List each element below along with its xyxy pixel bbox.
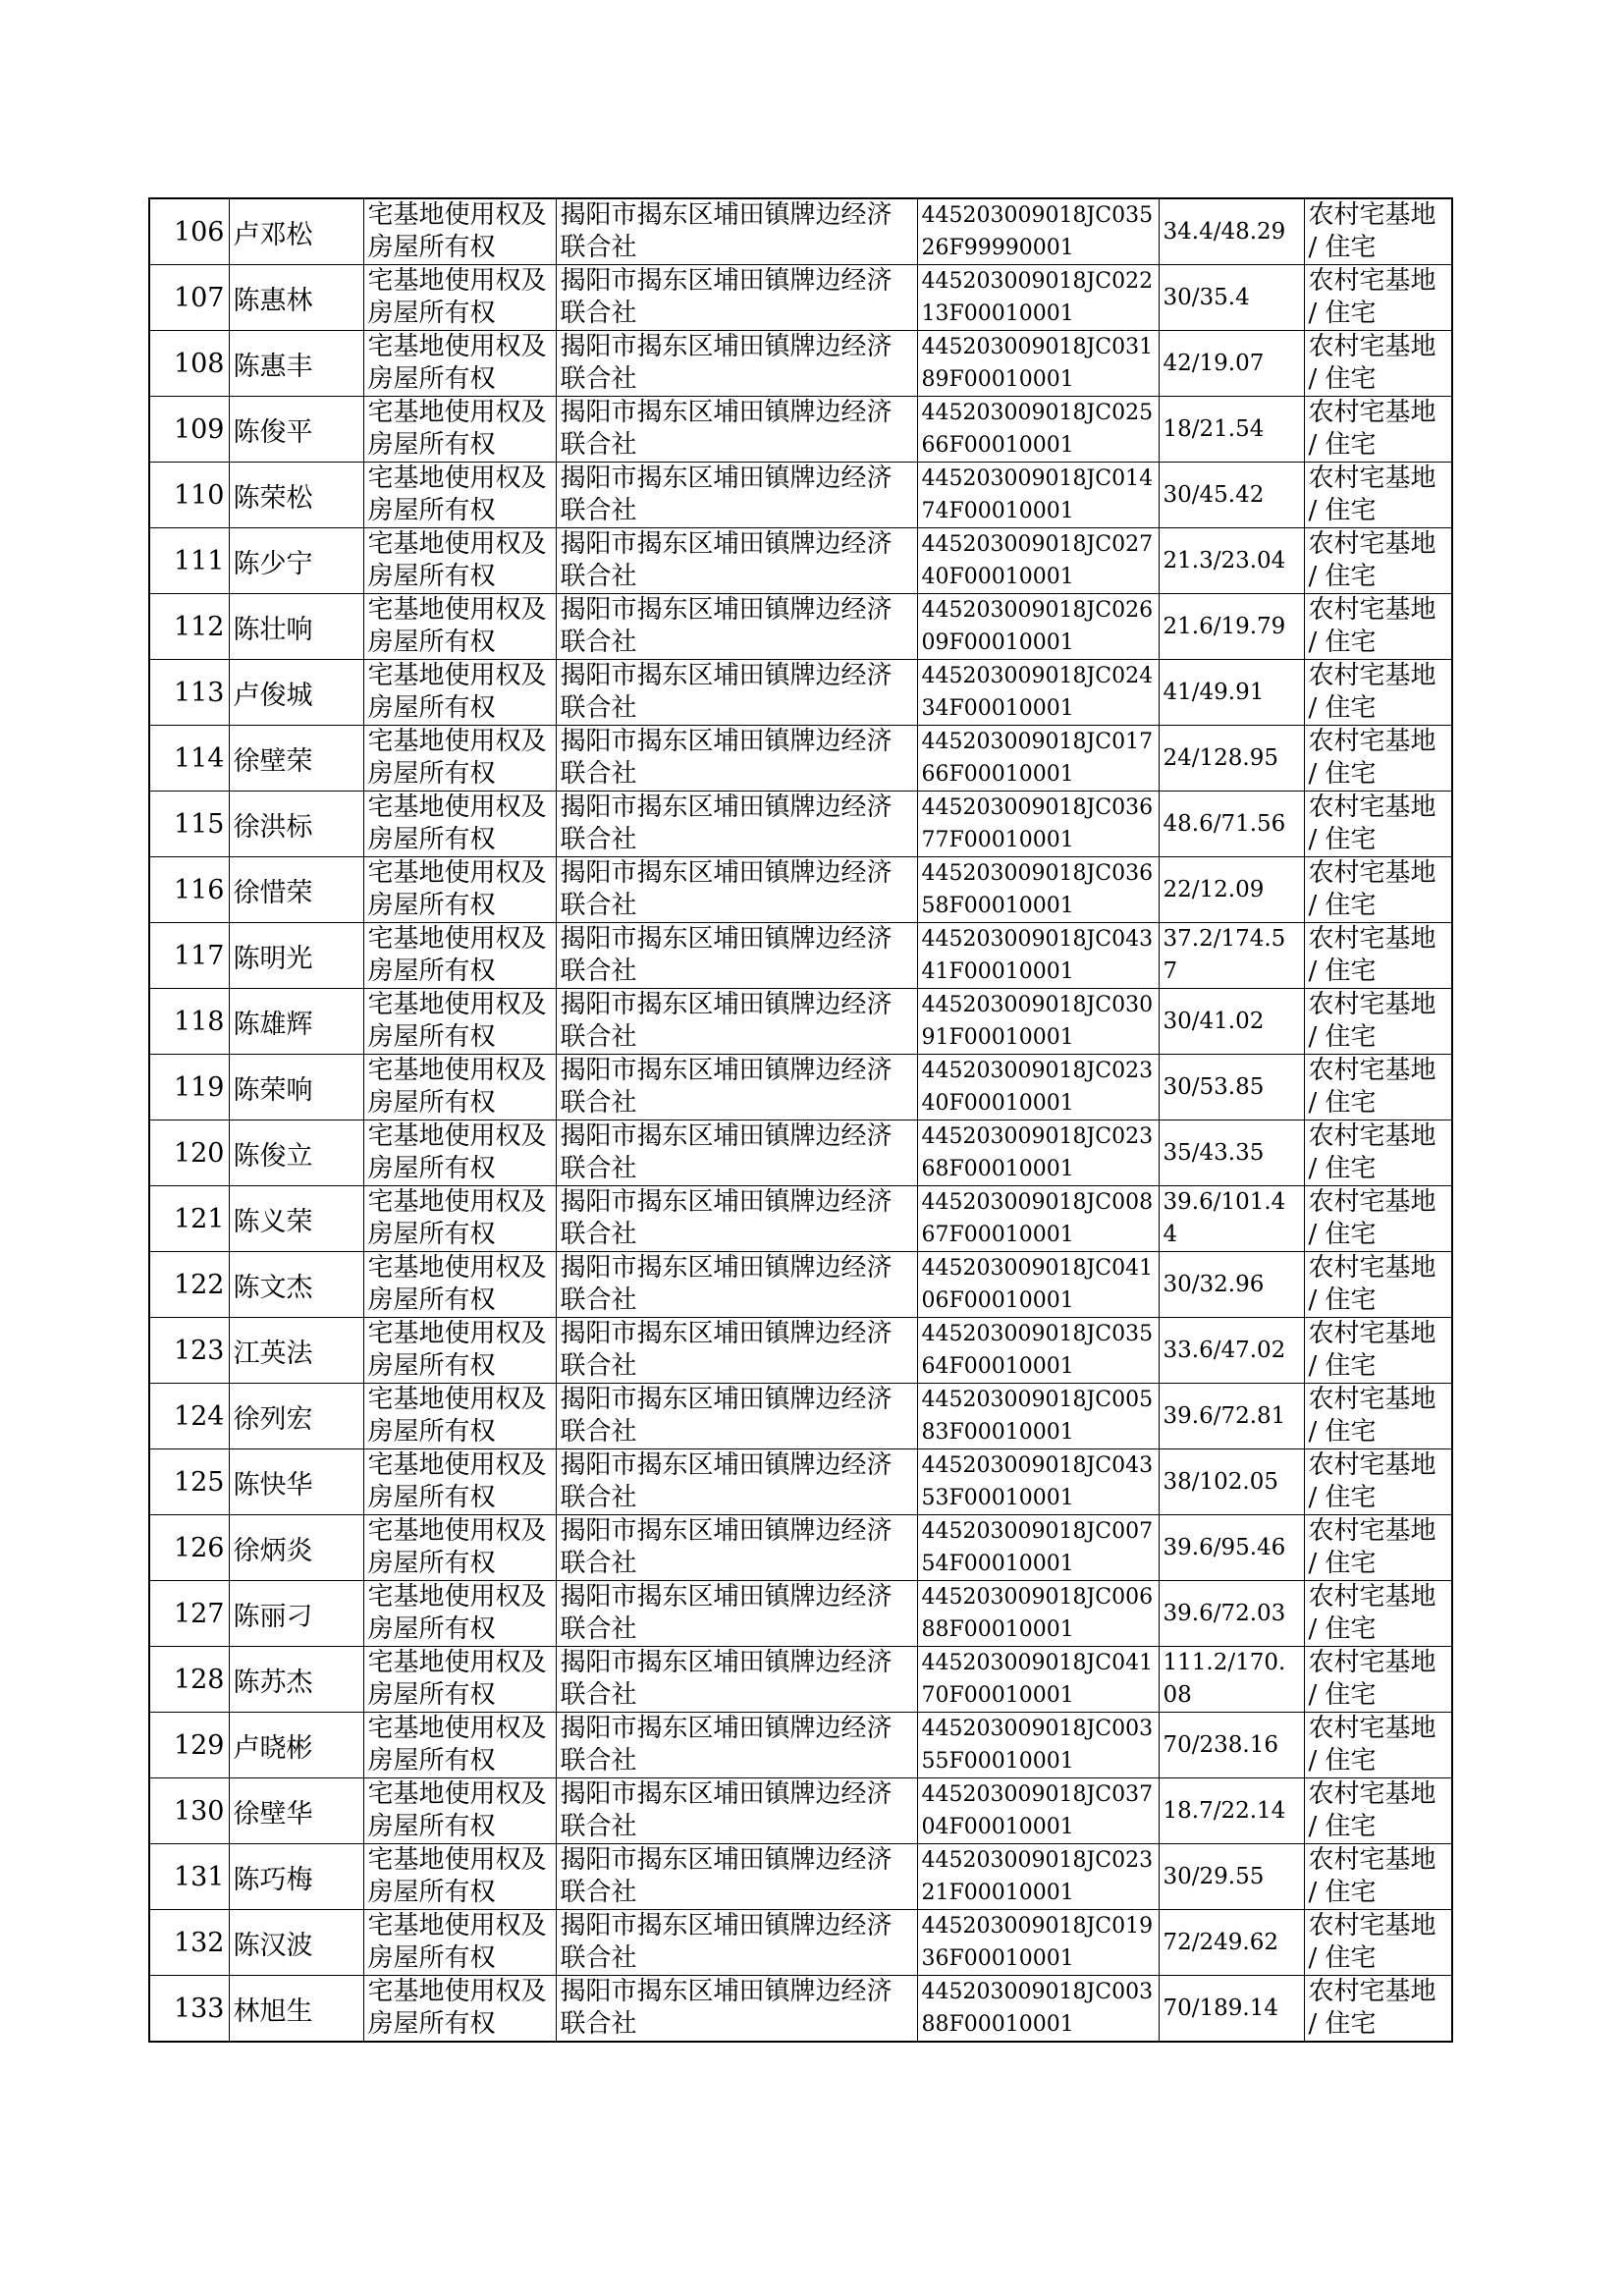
table-row xyxy=(149,1186,1452,1252)
row-number-cell: 113 xyxy=(149,660,229,726)
row-number-cell: 124 xyxy=(149,1384,229,1449)
row-number-cell: 112 xyxy=(149,594,229,660)
unit-code-cell: 445203009018JC03677F00010001 xyxy=(917,792,1159,857)
land-use-cell: 农村宅基地 / 住宅 xyxy=(1304,1055,1452,1120)
row-number-cell: 123 xyxy=(149,1318,229,1384)
land-use-cell: 农村宅基地 / 住宅 xyxy=(1304,1515,1452,1581)
location-cell: 揭阳市揭东区埔田镇牌边经济联合社 xyxy=(556,594,917,660)
row-number-cell: 106 xyxy=(149,198,229,265)
row-number-cell: 125 xyxy=(149,1449,229,1515)
area-value-cell: 24/128.95 xyxy=(1159,726,1304,792)
right-type-cell: 宅基地使用权及房屋所有权 xyxy=(363,726,556,792)
location-cell: 揭阳市揭东区埔田镇牌边经济联合社 xyxy=(556,265,917,331)
right-type-cell: 宅基地使用权及房屋所有权 xyxy=(363,1778,556,1844)
right-type-cell: 宅基地使用权及房屋所有权 xyxy=(363,1910,556,1976)
right-type-cell: 宅基地使用权及房屋所有权 xyxy=(363,857,556,923)
owner-name-cell: 徐列宏 xyxy=(229,1384,363,1449)
table-row xyxy=(149,1318,1452,1384)
row-number-cell: 131 xyxy=(149,1844,229,1910)
land-use-cell: 农村宅基地 / 住宅 xyxy=(1304,857,1452,923)
location-cell: 揭阳市揭东区埔田镇牌边经济联合社 xyxy=(556,1844,917,1910)
area-value-cell: 37.2/174.57 xyxy=(1159,923,1304,989)
land-use-cell: 农村宅基地 / 住宅 xyxy=(1304,1910,1452,1976)
area-value-cell: 39.6/95.46 xyxy=(1159,1515,1304,1581)
owner-name-cell: 陈文杰 xyxy=(229,1252,363,1318)
location-cell: 揭阳市揭东区埔田镇牌边经济联合社 xyxy=(556,1186,917,1252)
land-use-cell: 农村宅基地 / 住宅 xyxy=(1304,1186,1452,1252)
row-number-cell: 108 xyxy=(149,331,229,397)
area-value-cell: 38/102.05 xyxy=(1159,1449,1304,1515)
owner-name-cell: 陈快华 xyxy=(229,1449,363,1515)
row-number-cell: 114 xyxy=(149,726,229,792)
unit-code-cell: 445203009018JC04341F00010001 xyxy=(917,923,1159,989)
unit-code-cell: 445203009018JC00867F00010001 xyxy=(917,1186,1159,1252)
right-type-cell: 宅基地使用权及房屋所有权 xyxy=(363,1581,556,1647)
location-cell: 揭阳市揭东区埔田镇牌边经济联合社 xyxy=(556,463,917,528)
owner-name-cell: 徐炳炎 xyxy=(229,1515,363,1581)
area-value-cell: 48.6/71.56 xyxy=(1159,792,1304,857)
unit-code-cell: 445203009018JC04170F00010001 xyxy=(917,1647,1159,1713)
right-type-cell: 宅基地使用权及房屋所有权 xyxy=(363,1120,556,1186)
owner-name-cell: 陈少宁 xyxy=(229,528,363,594)
row-number-cell: 132 xyxy=(149,1910,229,1976)
row-number-cell: 120 xyxy=(149,1120,229,1186)
right-type-cell: 宅基地使用权及房屋所有权 xyxy=(363,989,556,1055)
land-use-cell: 农村宅基地 / 住宅 xyxy=(1304,1647,1452,1713)
land-use-cell: 农村宅基地 / 住宅 xyxy=(1304,989,1452,1055)
owner-name-cell: 徐壁华 xyxy=(229,1778,363,1844)
row-number-cell: 107 xyxy=(149,265,229,331)
owner-name-cell: 陈俊平 xyxy=(229,397,363,463)
location-cell: 揭阳市揭东区埔田镇牌边经济联合社 xyxy=(556,198,917,265)
table-row xyxy=(149,1515,1452,1581)
location-cell: 揭阳市揭东区埔田镇牌边经济联合社 xyxy=(556,857,917,923)
unit-code-cell: 445203009018JC02368F00010001 xyxy=(917,1120,1159,1186)
area-value-cell: 30/32.96 xyxy=(1159,1252,1304,1318)
area-value-cell: 39.6/72.03 xyxy=(1159,1581,1304,1647)
land-use-cell: 农村宅基地 / 住宅 xyxy=(1304,594,1452,660)
area-value-cell: 41/49.91 xyxy=(1159,660,1304,726)
right-type-cell: 宅基地使用权及房屋所有权 xyxy=(363,594,556,660)
area-value-cell: 21.6/19.79 xyxy=(1159,594,1304,660)
unit-code-cell: 445203009018JC03704F00010001 xyxy=(917,1778,1159,1844)
owner-name-cell: 林旭生 xyxy=(229,1976,363,2043)
owner-name-cell: 陈丽刁 xyxy=(229,1581,363,1647)
land-use-cell: 农村宅基地 / 住宅 xyxy=(1304,331,1452,397)
land-use-cell: 农村宅基地 / 住宅 xyxy=(1304,1120,1452,1186)
table-row xyxy=(149,1120,1452,1186)
area-value-cell: 70/238.16 xyxy=(1159,1713,1304,1778)
table-row xyxy=(149,1252,1452,1318)
unit-code-cell: 445203009018JC02321F00010001 xyxy=(917,1844,1159,1910)
table-row xyxy=(149,265,1452,331)
unit-code-cell: 445203009018JC03658F00010001 xyxy=(917,857,1159,923)
unit-code-cell: 445203009018JC01766F00010001 xyxy=(917,726,1159,792)
table-row xyxy=(149,331,1452,397)
table-row xyxy=(149,1647,1452,1713)
right-type-cell: 宅基地使用权及房屋所有权 xyxy=(363,1318,556,1384)
table-row xyxy=(149,1581,1452,1647)
owner-name-cell: 陈苏杰 xyxy=(229,1647,363,1713)
registry-table xyxy=(148,197,1453,2043)
area-value-cell: 35/43.35 xyxy=(1159,1120,1304,1186)
right-type-cell: 宅基地使用权及房屋所有权 xyxy=(363,265,556,331)
row-number-cell: 110 xyxy=(149,463,229,528)
table-row xyxy=(149,198,1452,265)
location-cell: 揭阳市揭东区埔田镇牌边经济联合社 xyxy=(556,1449,917,1515)
unit-code-cell: 445203009018JC00355F00010001 xyxy=(917,1713,1159,1778)
location-cell: 揭阳市揭东区埔田镇牌边经济联合社 xyxy=(556,1055,917,1120)
area-value-cell: 42/19.07 xyxy=(1159,331,1304,397)
area-value-cell: 30/29.55 xyxy=(1159,1844,1304,1910)
location-cell: 揭阳市揭东区埔田镇牌边经济联合社 xyxy=(556,1976,917,2043)
right-type-cell: 宅基地使用权及房屋所有权 xyxy=(363,1449,556,1515)
land-use-cell: 农村宅基地 / 住宅 xyxy=(1304,463,1452,528)
area-value-cell: 70/189.14 xyxy=(1159,1976,1304,2043)
table-row xyxy=(149,1449,1452,1515)
owner-name-cell: 徐壁荣 xyxy=(229,726,363,792)
row-number-cell: 127 xyxy=(149,1581,229,1647)
table-row xyxy=(149,726,1452,792)
location-cell: 揭阳市揭东区埔田镇牌边经济联合社 xyxy=(556,989,917,1055)
area-value-cell: 30/45.42 xyxy=(1159,463,1304,528)
owner-name-cell: 江英法 xyxy=(229,1318,363,1384)
land-use-cell: 农村宅基地 / 住宅 xyxy=(1304,792,1452,857)
right-type-cell: 宅基地使用权及房屋所有权 xyxy=(363,1252,556,1318)
land-use-cell: 农村宅基地 / 住宅 xyxy=(1304,1581,1452,1647)
area-value-cell: 18.7/22.14 xyxy=(1159,1778,1304,1844)
land-use-cell: 农村宅基地 / 住宅 xyxy=(1304,528,1452,594)
right-type-cell: 宅基地使用权及房屋所有权 xyxy=(363,1844,556,1910)
land-use-cell: 农村宅基地 / 住宅 xyxy=(1304,1778,1452,1844)
land-use-cell: 农村宅基地 / 住宅 xyxy=(1304,1844,1452,1910)
unit-code-cell: 445203009018JC01474F00010001 xyxy=(917,463,1159,528)
owner-name-cell: 陈壮响 xyxy=(229,594,363,660)
row-number-cell: 116 xyxy=(149,857,229,923)
table-row xyxy=(149,1976,1452,2043)
table-row xyxy=(149,792,1452,857)
land-use-cell: 农村宅基地 / 住宅 xyxy=(1304,1384,1452,1449)
right-type-cell: 宅基地使用权及房屋所有权 xyxy=(363,1055,556,1120)
owner-name-cell: 陈巧梅 xyxy=(229,1844,363,1910)
owner-name-cell: 徐惜荣 xyxy=(229,857,363,923)
right-type-cell: 宅基地使用权及房屋所有权 xyxy=(363,1384,556,1449)
right-type-cell: 宅基地使用权及房屋所有权 xyxy=(363,1976,556,2043)
location-cell: 揭阳市揭东区埔田镇牌边经济联合社 xyxy=(556,660,917,726)
owner-name-cell: 陈惠丰 xyxy=(229,331,363,397)
location-cell: 揭阳市揭东区埔田镇牌边经济联合社 xyxy=(556,1581,917,1647)
unit-code-cell: 445203009018JC02566F00010001 xyxy=(917,397,1159,463)
row-number-cell: 128 xyxy=(149,1647,229,1713)
area-value-cell: 18/21.54 xyxy=(1159,397,1304,463)
row-number-cell: 115 xyxy=(149,792,229,857)
row-number-cell: 119 xyxy=(149,1055,229,1120)
owner-name-cell: 陈惠林 xyxy=(229,265,363,331)
row-number-cell: 130 xyxy=(149,1778,229,1844)
area-value-cell: 39.6/101.44 xyxy=(1159,1186,1304,1252)
unit-code-cell: 445203009018JC00688F00010001 xyxy=(917,1581,1159,1647)
right-type-cell: 宅基地使用权及房屋所有权 xyxy=(363,1515,556,1581)
location-cell: 揭阳市揭东区埔田镇牌边经济联合社 xyxy=(556,1384,917,1449)
location-cell: 揭阳市揭东区埔田镇牌边经济联合社 xyxy=(556,1647,917,1713)
area-value-cell: 111.2/170.08 xyxy=(1159,1647,1304,1713)
right-type-cell: 宅基地使用权及房屋所有权 xyxy=(363,528,556,594)
table-row xyxy=(149,857,1452,923)
land-use-cell: 农村宅基地 / 住宅 xyxy=(1304,397,1452,463)
area-value-cell: 33.6/47.02 xyxy=(1159,1318,1304,1384)
land-use-cell: 农村宅基地 / 住宅 xyxy=(1304,1318,1452,1384)
right-type-cell: 宅基地使用权及房屋所有权 xyxy=(363,463,556,528)
right-type-cell: 宅基地使用权及房屋所有权 xyxy=(363,198,556,265)
owner-name-cell: 陈汉波 xyxy=(229,1910,363,1976)
unit-code-cell: 445203009018JC02740F00010001 xyxy=(917,528,1159,594)
table-row xyxy=(149,1713,1452,1778)
row-number-cell: 133 xyxy=(149,1976,229,2043)
area-value-cell: 34.4/48.29 xyxy=(1159,198,1304,265)
owner-name-cell: 陈俊立 xyxy=(229,1120,363,1186)
unit-code-cell: 445203009018JC04353F00010001 xyxy=(917,1449,1159,1515)
unit-code-cell: 445203009018JC02609F00010001 xyxy=(917,594,1159,660)
row-number-cell: 126 xyxy=(149,1515,229,1581)
location-cell: 揭阳市揭东区埔田镇牌边经济联合社 xyxy=(556,1120,917,1186)
unit-code-cell: 445203009018JC03091F00010001 xyxy=(917,989,1159,1055)
row-number-cell: 129 xyxy=(149,1713,229,1778)
land-use-cell: 农村宅基地 / 住宅 xyxy=(1304,265,1452,331)
area-value-cell: 22/12.09 xyxy=(1159,857,1304,923)
row-number-cell: 117 xyxy=(149,923,229,989)
owner-name-cell: 卢邓松 xyxy=(229,198,363,265)
land-use-cell: 农村宅基地 / 住宅 xyxy=(1304,1449,1452,1515)
right-type-cell: 宅基地使用权及房屋所有权 xyxy=(363,923,556,989)
row-number-cell: 121 xyxy=(149,1186,229,1252)
unit-code-cell: 445203009018JC04106F00010001 xyxy=(917,1252,1159,1318)
area-value-cell: 30/53.85 xyxy=(1159,1055,1304,1120)
owner-name-cell: 陈荣松 xyxy=(229,463,363,528)
location-cell: 揭阳市揭东区埔田镇牌边经济联合社 xyxy=(556,1252,917,1318)
row-number-cell: 109 xyxy=(149,397,229,463)
unit-code-cell: 445203009018JC03564F00010001 xyxy=(917,1318,1159,1384)
owner-name-cell: 陈明光 xyxy=(229,923,363,989)
unit-code-cell: 445203009018JC02213F00010001 xyxy=(917,265,1159,331)
table-row xyxy=(149,397,1452,463)
table-row xyxy=(149,1910,1452,1976)
owner-name-cell: 陈义荣 xyxy=(229,1186,363,1252)
location-cell: 揭阳市揭东区埔田镇牌边经济联合社 xyxy=(556,331,917,397)
unit-code-cell: 445203009018JC00754F00010001 xyxy=(917,1515,1159,1581)
right-type-cell: 宅基地使用权及房屋所有权 xyxy=(363,331,556,397)
owner-name-cell: 陈荣响 xyxy=(229,1055,363,1120)
owner-name-cell: 卢晓彬 xyxy=(229,1713,363,1778)
land-use-cell: 农村宅基地 / 住宅 xyxy=(1304,1252,1452,1318)
area-value-cell: 39.6/72.81 xyxy=(1159,1384,1304,1449)
unit-code-cell: 445203009018JC00583F00010001 xyxy=(917,1384,1159,1449)
location-cell: 揭阳市揭东区埔田镇牌边经济联合社 xyxy=(556,726,917,792)
owner-name-cell: 卢俊城 xyxy=(229,660,363,726)
unit-code-cell: 445203009018JC01936F00010001 xyxy=(917,1910,1159,1976)
right-type-cell: 宅基地使用权及房屋所有权 xyxy=(363,792,556,857)
table-row xyxy=(149,1055,1452,1120)
table-row xyxy=(149,1844,1452,1910)
table-row xyxy=(149,594,1452,660)
unit-code-cell: 445203009018JC03189F00010001 xyxy=(917,331,1159,397)
right-type-cell: 宅基地使用权及房屋所有权 xyxy=(363,1186,556,1252)
right-type-cell: 宅基地使用权及房屋所有权 xyxy=(363,1647,556,1713)
right-type-cell: 宅基地使用权及房屋所有权 xyxy=(363,660,556,726)
land-use-cell: 农村宅基地 / 住宅 xyxy=(1304,923,1452,989)
unit-code-cell: 445203009018JC00388F00010001 xyxy=(917,1976,1159,2043)
location-cell: 揭阳市揭东区埔田镇牌边经济联合社 xyxy=(556,528,917,594)
area-value-cell: 21.3/23.04 xyxy=(1159,528,1304,594)
unit-code-cell: 445203009018JC03526F99990001 xyxy=(917,198,1159,265)
owner-name-cell: 徐洪标 xyxy=(229,792,363,857)
table-row xyxy=(149,1778,1452,1844)
location-cell: 揭阳市揭东区埔田镇牌边经济联合社 xyxy=(556,1515,917,1581)
land-use-cell: 农村宅基地 / 住宅 xyxy=(1304,1713,1452,1778)
table-row xyxy=(149,463,1452,528)
land-use-cell: 农村宅基地 / 住宅 xyxy=(1304,660,1452,726)
area-value-cell: 30/35.4 xyxy=(1159,265,1304,331)
land-use-cell: 农村宅基地 / 住宅 xyxy=(1304,198,1452,265)
unit-code-cell: 445203009018JC02340F00010001 xyxy=(917,1055,1159,1120)
table-row xyxy=(149,989,1452,1055)
row-number-cell: 111 xyxy=(149,528,229,594)
location-cell: 揭阳市揭东区埔田镇牌边经济联合社 xyxy=(556,1713,917,1778)
location-cell: 揭阳市揭东区埔田镇牌边经济联合社 xyxy=(556,792,917,857)
area-value-cell: 72/249.62 xyxy=(1159,1910,1304,1976)
area-value-cell: 30/41.02 xyxy=(1159,989,1304,1055)
right-type-cell: 宅基地使用权及房屋所有权 xyxy=(363,397,556,463)
unit-code-cell: 445203009018JC02434F00010001 xyxy=(917,660,1159,726)
land-use-cell: 农村宅基地 / 住宅 xyxy=(1304,1976,1452,2043)
table-row xyxy=(149,528,1452,594)
row-number-cell: 118 xyxy=(149,989,229,1055)
right-type-cell: 宅基地使用权及房屋所有权 xyxy=(363,1713,556,1778)
location-cell: 揭阳市揭东区埔田镇牌边经济联合社 xyxy=(556,397,917,463)
land-use-cell: 农村宅基地 / 住宅 xyxy=(1304,726,1452,792)
location-cell: 揭阳市揭东区埔田镇牌边经济联合社 xyxy=(556,1910,917,1976)
location-cell: 揭阳市揭东区埔田镇牌边经济联合社 xyxy=(556,1318,917,1384)
table-row xyxy=(149,660,1452,726)
table-row xyxy=(149,923,1452,989)
table-row xyxy=(149,1384,1452,1449)
location-cell: 揭阳市揭东区埔田镇牌边经济联合社 xyxy=(556,923,917,989)
owner-name-cell: 陈雄辉 xyxy=(229,989,363,1055)
location-cell: 揭阳市揭东区埔田镇牌边经济联合社 xyxy=(556,1778,917,1844)
table-body xyxy=(149,198,1452,2042)
row-number-cell: 122 xyxy=(149,1252,229,1318)
